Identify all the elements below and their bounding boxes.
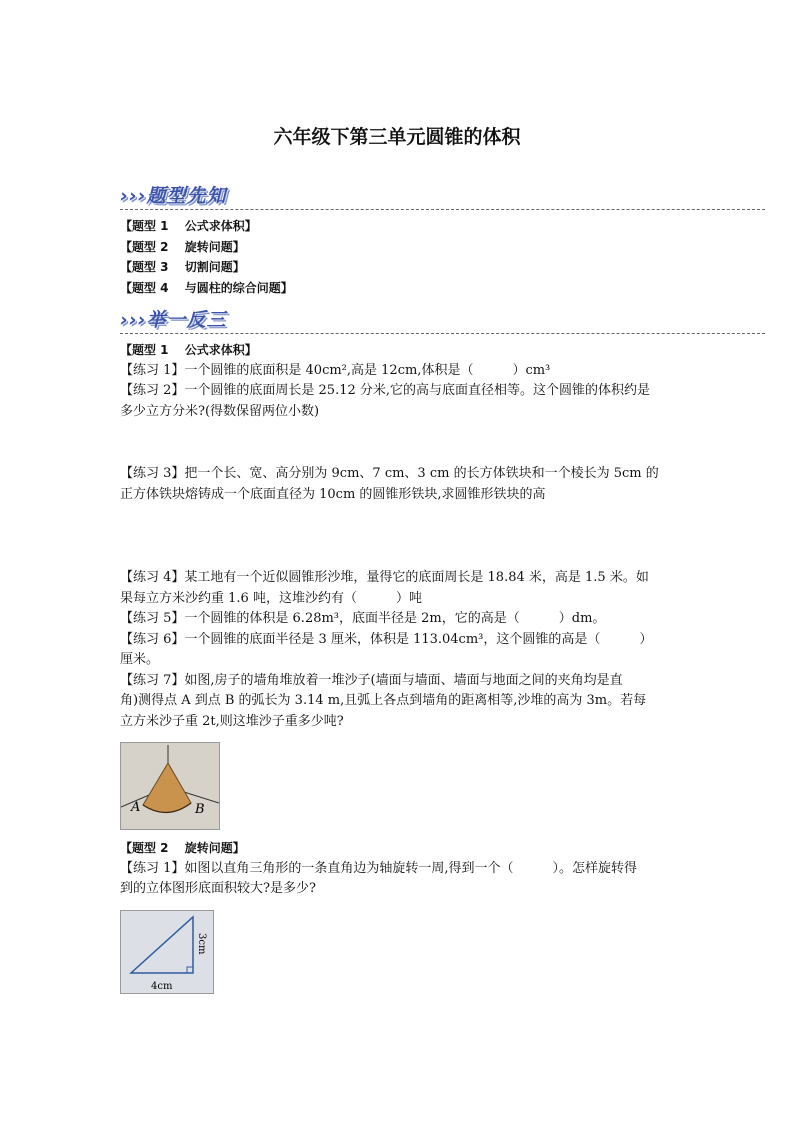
exercise-3-line-2: 正方体铁块熔铸成一个底面直径为 10cm 的圆锥形铁块,求圆锥形铁块的高 bbox=[120, 486, 546, 502]
exercise-4-line-2: 果每立方米沙约重 1.6 吨，这堆沙约有（ ）吨 bbox=[120, 590, 422, 606]
exercise-2-line-1: 【练习 2】一个圆锥的底面周长是 25.12 分米,它的高与底面直径相等。这个圆锥的体积约是 bbox=[120, 383, 651, 398]
height-length-label: 3cm bbox=[196, 933, 207, 955]
exercise-4-line-1: 【练习 4】某工地有一个近似圆锥形沙堆，量得它的底面周长是 18.84 米，高是 1.5 米。如 bbox=[120, 570, 649, 585]
sand-pile-figure bbox=[120, 742, 220, 830]
exercise-2-line-2: 多少立方分米?(得数保留两位小数) bbox=[120, 403, 320, 419]
divider bbox=[120, 333, 765, 334]
point-b-label: B bbox=[195, 802, 205, 817]
exercise-1: 【练习 1】一个圆锥的底面积是 40cm²,高是 12cm,体积是（ ）cm³ bbox=[120, 362, 551, 378]
section-heading: 【题型 2 旋转问题】 bbox=[120, 841, 245, 855]
exercise-7-line-2: 角)测得点 A 到点 B 的弧长为 3.14 m,且弧上各点到墙角的距离相等,沙堆的高为 3m。若每 bbox=[120, 693, 647, 708]
section-1-block-b bbox=[120, 568, 680, 732]
type-list bbox=[120, 216, 293, 298]
point-a-label: A bbox=[131, 800, 141, 815]
exercise-7-line-3: 立方米沙子重 2t,则这堆沙子重多少吨? bbox=[120, 713, 344, 729]
exercise-6-line-2: 厘米。 bbox=[120, 652, 160, 667]
banner-text: ›››举一反三 bbox=[120, 309, 227, 331]
divider bbox=[120, 209, 765, 210]
banner-text: ›››题型先知 bbox=[120, 185, 227, 207]
page-title: 六年级下第三单元圆锥的体积 bbox=[273, 126, 521, 148]
exercise-3-line-1: 【练习 3】把一个长、宽、高分别为 9cm、7 cm、3 cm 的长方体铁块和一个棱长为 5cm 的 bbox=[120, 466, 659, 481]
exercise-3 bbox=[120, 464, 680, 505]
right-triangle-figure bbox=[120, 910, 214, 994]
section-heading: 【题型 1 公式求体积】 bbox=[120, 343, 257, 357]
type-item: 【题型 1 公式求体积】 bbox=[120, 219, 257, 233]
exercise-1-line-1: 【练习 1】如图以直角三角形的一条直角边为轴旋转一周,得到一个（ ）。怎样旋转得 bbox=[120, 860, 638, 876]
section-2-block bbox=[120, 838, 680, 900]
type-item: 【题型 3 切割问题】 bbox=[120, 260, 245, 274]
exercise-7-line-1: 【练习 7】如图,房子的墙角堆放着一堆沙子(墙面与墙面、墙面与地面之间的夹角均是直 bbox=[120, 672, 623, 688]
section-1-block-a bbox=[120, 340, 680, 422]
exercise-1-line-2: 到的立体图形底面积较大?是多少? bbox=[120, 881, 316, 896]
type-item: 【题型 4 与圆柱的综合问题】 bbox=[120, 280, 293, 295]
section-banner-practice bbox=[120, 304, 765, 334]
exercise-6-line-1: 【练习 6】一个圆锥的底面半径是 3 厘米，体积是 113.04cm³，这个圆锥的高是（ ） bbox=[120, 631, 653, 647]
exercise-5: 【练习 5】一个圆锥的体积是 6.28m³，底面半径是 2m，它的高是（ ）dm。 bbox=[120, 611, 606, 626]
base-length-label: 4cm bbox=[151, 981, 173, 992]
type-item: 【题型 2 旋转问题】 bbox=[120, 239, 245, 254]
section-banner-preview bbox=[120, 180, 765, 210]
